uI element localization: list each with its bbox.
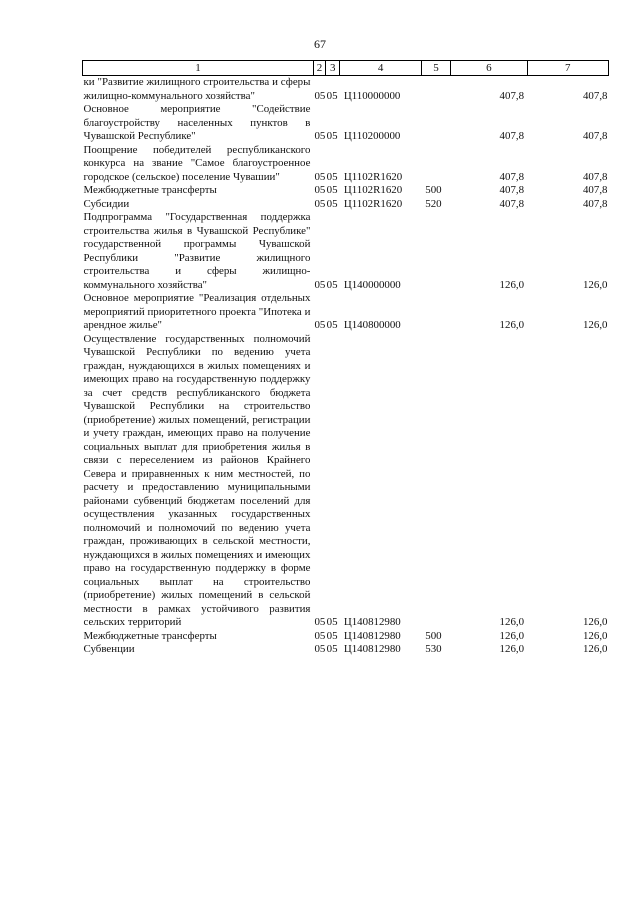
row-amount-2: 126,0 xyxy=(582,643,608,655)
table-row xyxy=(83,292,609,333)
row-section: 05 xyxy=(314,643,326,655)
row-subsection: 05 xyxy=(326,197,338,210)
row-amount-1: 407,8 xyxy=(499,89,525,102)
row-expense-type: 500 xyxy=(425,629,442,642)
table-row xyxy=(83,211,609,292)
row-section: 05 xyxy=(314,130,326,142)
row-name: Поощрение победителей республиканского конкурса на звание "Самое благоустроенное городское (сельское) поселение Чувашии" xyxy=(83,143,311,183)
page-number: 67 xyxy=(314,37,326,51)
row-section: 05 xyxy=(314,89,326,102)
table-row xyxy=(83,184,609,198)
row-amount-1: 407,8 xyxy=(499,184,525,196)
row-name: Подпрограмма "Государственная поддержка строительства жилья в Чувашской Республике" государственной программы Чувашской Республики "Развитие жилищного строительства и сферы жилищно-коммунального хозяйства" xyxy=(83,211,311,291)
table-row xyxy=(83,103,609,144)
row-amount-1: 126,0 xyxy=(499,643,525,655)
row-amount-2: 126,0 xyxy=(582,278,608,291)
table-header xyxy=(83,61,609,76)
row-target-article: Ц140812980 xyxy=(343,629,401,642)
row-amount-2: 126,0 xyxy=(582,629,608,642)
row-subsection: 05 xyxy=(326,170,338,183)
row-target-article: Ц140000000 xyxy=(343,278,401,291)
row-section: 05 xyxy=(314,278,326,291)
row-target-article: Ц1102R1620 xyxy=(343,170,403,183)
row-amount-1: 407,8 xyxy=(499,197,525,210)
table-row xyxy=(83,630,609,644)
header-col-6: 6 xyxy=(451,61,527,76)
table-row xyxy=(83,198,609,212)
row-target-article: Ц1102R1620 xyxy=(343,197,403,210)
table-row xyxy=(83,643,609,657)
row-subsection: 05 xyxy=(326,130,338,142)
row-expense-type xyxy=(421,211,451,292)
row-section: 05 xyxy=(314,184,326,196)
row-section: 05 xyxy=(314,629,326,642)
row-subsection: 05 xyxy=(326,629,338,642)
row-amount-2: 407,8 xyxy=(582,170,608,183)
row-subsection: 05 xyxy=(326,278,338,291)
row-expense-type xyxy=(421,333,451,630)
row-expense-type xyxy=(421,103,451,144)
header-col-1: 1 xyxy=(83,61,314,76)
row-target-article: Ц110200000 xyxy=(343,130,401,142)
row-subsection: 05 xyxy=(326,616,338,628)
row-amount-1: 126,0 xyxy=(499,616,525,628)
budget-table xyxy=(82,60,609,657)
row-amount-2: 407,8 xyxy=(582,130,608,142)
row-section: 05 xyxy=(314,197,326,210)
row-section: 05 xyxy=(314,170,326,183)
row-target-article: Ц140812980 xyxy=(343,616,401,628)
header-col-2: 2 xyxy=(313,61,325,76)
header-col-3: 3 xyxy=(326,61,340,76)
row-amount-1: 407,8 xyxy=(499,130,525,142)
row-name: Субсидии xyxy=(83,197,130,210)
row-subsection: 05 xyxy=(326,184,338,196)
row-amount-2: 407,8 xyxy=(582,197,608,210)
header-col-5: 5 xyxy=(421,61,451,76)
row-section: 05 xyxy=(314,616,326,628)
row-expense-type: 500 xyxy=(425,184,442,196)
header-col-4: 4 xyxy=(340,61,421,76)
row-amount-2: 407,8 xyxy=(582,89,608,102)
row-name: Основное мероприятие "Содействие благоустройству населенных пунктов в Чувашской Республике" xyxy=(83,103,311,142)
table-body xyxy=(83,76,609,657)
table-row xyxy=(83,144,609,185)
row-expense-type: 530 xyxy=(425,643,442,655)
row-section: 05 xyxy=(314,319,326,331)
row-target-article: Ц110000000 xyxy=(343,89,401,102)
table-row xyxy=(83,76,609,104)
row-subsection: 05 xyxy=(326,89,338,102)
row-expense-type xyxy=(421,144,451,185)
header-col-7: 7 xyxy=(527,61,608,76)
row-target-article: Ц140800000 xyxy=(343,319,401,331)
row-expense-type xyxy=(421,76,451,104)
row-subsection: 05 xyxy=(326,319,338,331)
row-target-article: Ц140812980 xyxy=(343,643,401,655)
row-amount-2: 126,0 xyxy=(582,616,608,628)
table-row xyxy=(83,333,609,630)
row-name: Основное мероприятие "Реализация отдельных мероприятий приоритетного проекта "Ипотека и арендное жилье" xyxy=(83,292,311,331)
row-amount-2: 126,0 xyxy=(582,319,608,331)
row-amount-1: 407,8 xyxy=(499,170,525,183)
row-amount-1: 126,0 xyxy=(499,629,525,642)
row-name: Межбюджетные трансферты xyxy=(83,184,217,196)
row-amount-1: 126,0 xyxy=(499,278,525,291)
header-row xyxy=(83,61,609,76)
row-subsection: 05 xyxy=(326,643,338,655)
row-amount-2: 407,8 xyxy=(582,184,608,196)
row-expense-type xyxy=(421,292,451,333)
row-name: Межбюджетные трансферты xyxy=(83,629,217,642)
row-expense-type: 520 xyxy=(425,197,442,210)
row-amount-1: 126,0 xyxy=(499,319,525,331)
row-name: Субвенции xyxy=(83,643,135,655)
row-target-article: Ц1102R1620 xyxy=(343,184,403,196)
row-name: Осуществление государственных полномочий Чувашской Республики по ведению учета граждан, нуждающихся в жилых помещениях и имеющих право на государственную поддержку за счет средств республиканского бюджета Чувашской Республики на строительство (приобретение) жилых помещений, регистрации и учету граждан, имеющих право на получение социальных выплат для приобретения жилья в связи с переселением из районов Крайнего Севера и приравненных к ним местностей, по расчету и предоставлению муниципальными районами субвенций бюджетам поселений для осуществления указанных государственных полномочий и полномочий по ведению учета граждан, проживающих в сельской местности, нуждающихся в жилых помещениях и имеющих право на государственную поддержку в форме социальных выплат на строительство (приобретение) жилых помещений в сельской местности в рамках устойчивого развития сельских территорий xyxy=(83,332,311,628)
row-name: ки "Развитие жилищного строительства и сферы жилищно-коммунального хозяйства" xyxy=(83,76,311,102)
